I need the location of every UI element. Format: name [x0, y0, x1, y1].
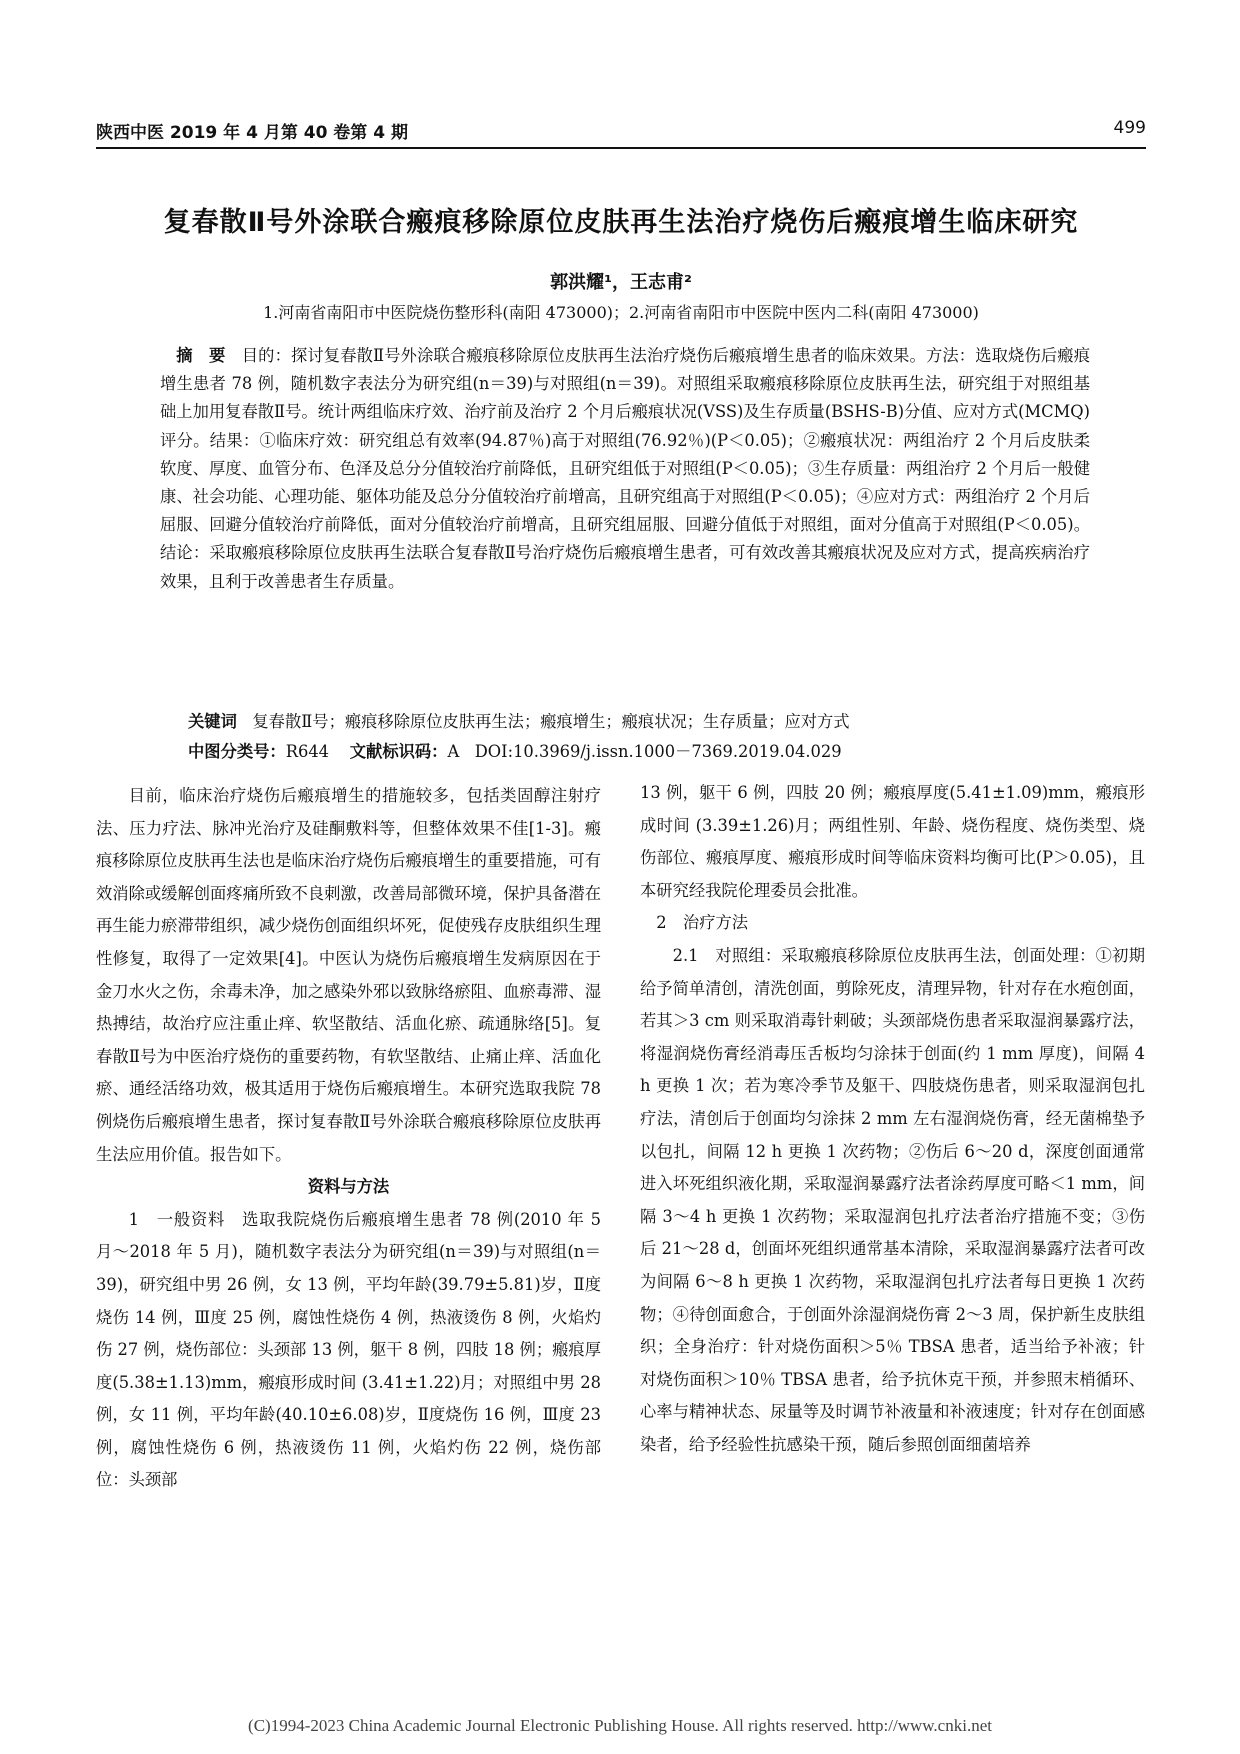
copyright-footer: (C)1994-2023 China Academic Journal Electronic Publishing House. All rights reserved. http://www.cnki.net [248, 1716, 992, 1735]
keywords-label: 关键词 [188, 712, 237, 731]
article-title: 复春散Ⅱ号外涂联合瘢痕移除原位皮肤再生法治疗烧伤后瘢痕增生临床研究 [163, 207, 1079, 238]
keywords-text: 复春散Ⅱ号；瘢痕移除原位皮肤再生法；瘢痕增生；瘢痕状况；生存质量；应对方式 [252, 712, 850, 731]
treatment-heading: 2 治疗方法 [656, 913, 749, 933]
control-group-paragraph: 2.1 对照组：采取瘢痕移除原位皮肤再生法，创面处理：①初期给予简单清创，清洗创面，剪除死皮，清理异物，针对存在水疱创面，若其＞3 cm 则采取消毒针刺破；头颈部烧伤患者采取湿润暴露疗法，将湿润烧伤膏经消毒压舌板均匀涂抹于创面(约 1 mm 厚度)，间隔 4 h 更换 1 次；若为寒冷季节及躯干、四肢烧伤患者，则采取湿润包扎疗法，清创后于创面均匀涂抹 2 mm 左右湿润烧伤膏，经无菌棉垫予以包扎，间隔 12 h 更换 1 次药物；②伤后 6～20 d，深度创面通常进入坏死组织液化期，采取湿润暴露疗法者涂药厚度可略＜1 mm，间隔 3～4 h 更换 1 次药物；采取湿润包扎疗法者治疗措施不变；③伤后 21～28 d，创面坏死组织通常基本清除，采取湿润暴露疗法者可改为间隔 6～8 h 更换 1 次药物，采取湿润包扎疗法者每日更换 1 次药物；④待创面愈合，于创面外涂湿润烧伤膏 2～3 周，保护新生皮肤组织；全身治疗：针对烧伤面积＞5％ TBSA 患者，适当给予补液；针对烧伤面积＞10％ TBSA 患者，给予抗休克干预，并参照末梢循环、心率与精神状态、尿量等及时调节补液量和补液速度；针对存在创面感染者，给予经验性抗感染干预，随后参照创面细菌培养 [640, 945, 1145, 1454]
doi: DOI:10.3969/j.issn.1000－7369.2019.04.029 [474, 742, 842, 761]
continued-paragraph: 13 例，躯干 6 例，四肢 20 例；瘢痕厚度(5.41±1.09)mm，瘢痕形成时间 (3.39±1.26)月；两组性别、年龄、烧伤程度、烧伤类型、烧伤部位、瘢痕厚度、瘢痕形成时间等临床资料均衡可比(P＞0.05)，且本研究经我院伦理委员会批准。 [640, 783, 1145, 900]
intro-paragraph: 目前，临床治疗烧伤后瘢痕增生的措施较多，包括类固醇注射疗法、压力疗法、脉冲光治疗及硅酮敷料等，但整体效果不佳[1-3]。瘢痕移除原位皮肤再生法也是临床治疗烧伤后瘢痕增生的重要措施，可有效消除或缓解创面疼痛所致不良刺激，改善局部微环境，保护具备潜在再生能力瘀滞带组织，减少烧伤创面组织坏死，促使残存皮肤组织生理性修复，取得了一定效果[4]。中医认为烧伤后瘢痕增生发病原因在于金刀水火之伤，余毒未净，加之感染外邪以致脉络瘀阻、血瘀毒滞、湿热搏结，故治疗应注重止痒、软坚散结、活血化瘀、疏通脉络[5]。复春散Ⅱ号为中医治疗烧伤的重要药物，有软坚散结、止痛止痒、活血化瘀、通经活络功效，极其适用于烧伤后瘢痕增生。本研究选取我院 78 例烧伤后瘢痕增生患者，探讨复春散Ⅱ号外涂联合瘢痕移除原位皮肤再生法应用价值。报告如下。 [96, 786, 601, 1164]
abstract [160, 342, 1090, 596]
clc-label: 中图分类号： [188, 742, 286, 761]
section-heading-materials: 资料与方法 [307, 1177, 390, 1197]
doc-code-label: 文献标识码： [349, 742, 448, 761]
journal-issue: 陕西中医 2019 年 4 月第 40 卷第 4 期 [96, 123, 408, 143]
abstract-text: 目的：探讨复春散Ⅱ号外涂联合瘢痕移除原位皮肤再生法治疗烧伤后瘢痕增生患者的临床效果。方法：选取烧伤后瘢痕增生患者 78 例，随机数字表法分为研究组(n＝39)与对照组(n＝39)。对照组采取瘢痕移除原位皮肤再生法，研究组于对照组基础上加用复春散Ⅱ号。统计两组临床疗效、治疗前及治疗 2 个月后瘢痕状况(VSS)及生存质量(BSHS-B)分值、应对方式(MCMQ)评分。结果：①临床疗效：研究组总有效率(94.87％)高于对照组(76.92％)(P＜0.05)；②瘢痕状况：两组治疗 2 个月后皮肤柔软度、厚度、血管分布、色泽及总分分值较治疗前降低，且研究组低于对照组(P＜0.05)；③生存质量：两组治疗 2 个月后一般健康、社会功能、心理功能、躯体功能及总分分值较治疗前增高，且研究组高于对照组(P＜0.05)；④应对方式：两组治疗 2 个月后屈服、回避分值较治疗前降低，面对分值较治疗前增高，且研究组屈服、回避分值低于对照组，面对分值高于对照组(P＜0.05)。结论：采取瘢痕移除原位皮肤再生法联合复春散Ⅱ号治疗烧伤后瘢痕增生患者，可有效改善其瘢痕状况及应对方式，提高疾病治疗效果，且利于改善患者生存质量。 [160, 346, 1090, 591]
keywords [188, 708, 850, 732]
clc-value: R644 [285, 742, 330, 761]
affiliations: 1.河南省南阳市中医院烧伤整形科(南阳 473000)；2.河南省南阳市中医院中医内二科(南阳 473000) [263, 303, 979, 322]
general-info-paragraph: 1 一般资料 选取我院烧伤后瘢痕增生患者 78 例(2010 年 5 月～2018 年 5 月)，随机数字表法分为研究组(n＝39)与对照组(n＝39)，研究组中男 26 例，女 13 例，平均年龄(39.79±5.81)岁，Ⅱ度烧伤 14 例，Ⅲ度 25 例，腐蚀性烧伤 4 例，热液烫伤 8 例，火焰灼伤 27 例，烧伤部位：头颈部 13 例，躯干 8 例，四肢 18 例；瘢痕厚度(5.38±1.13)mm，瘢痕形成时间 (3.41±1.22)月；对照组中男 28 例，女 11 例，平均年龄(40.10±6.08)岁，Ⅱ度烧伤 16 例，Ⅲ度 23 例，腐蚀性烧伤 6 例，热液烫伤 11 例，火焰灼伤 22 例，烧伤部位：头颈部 [96, 1209, 601, 1490]
running-header [96, 118, 1146, 148]
left-column [96, 780, 601, 1497]
abstract-label: 摘要 [176, 346, 242, 365]
right-column [640, 777, 1145, 1461]
doc-code-value: A [447, 742, 460, 761]
authors: 郭洪耀¹，王志甫² [550, 272, 692, 293]
page-number: 499 [1113, 118, 1146, 138]
classification-line [188, 738, 842, 762]
header-rule [96, 147, 1146, 149]
